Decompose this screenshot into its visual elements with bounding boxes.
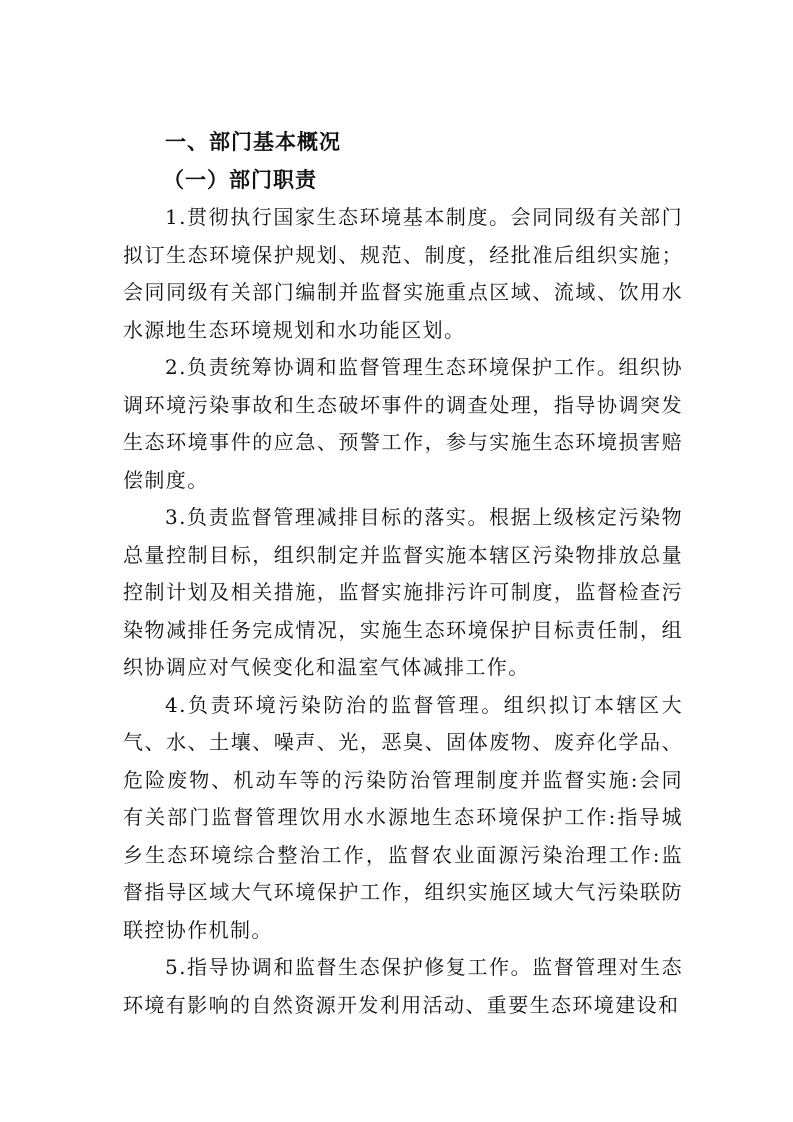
paragraph-2: 2.负责统筹协调和监督管理生态环境保护工作。组织协调环境污染事故和生态破坏事件的调查处理，指导协调突发生态环境事件的应急、预警工作，参与实施生态环境损害赔偿制度。 <box>123 355 683 492</box>
section-heading: 一、部门基本概况 <box>165 130 341 154</box>
paragraph-4: 4.负责环境污染防治的监督管理。组织拟订本辖区大气、水、土壤、噪声、光，恶臭、固体废物、废弃化学品、危险废物、机动车等的污染防治管理制度并监督实施:会同有关部门监督管理饮用水水源地生态环境保护工作:指导城乡生态环境综合整治工作，监督农业面源污染治理工作:监督指导区域大气环境保护工作，组织实施区域大气污染联防联控协作机制。 <box>123 692 683 942</box>
paragraph-3: 3.负责监督管理减排目标的落实。根据上级核定污染物总量控制目标，组织制定并监督实施本辖区污染物排放总量控制计划及相关措施，监督实施排污许可制度，监督检查污染物减排任务完成情况，实施生态环境保护目标责任制，组织协调应对气候变化和温室气体减排工作。 <box>123 505 683 679</box>
document-body <box>123 123 683 1024</box>
sub-heading: （一）部门职责 <box>163 168 317 192</box>
paragraph-5: 5.指导协调和监督生态保护修复工作。监督管理对生态环境有影响的自然资源开发利用活动、重要生态环境建设和 <box>123 955 683 1017</box>
paragraph-1: 1.贯彻执行国家生态环境基本制度。会同同级有关部门拟订生态环境保护规划、规范、制度，经批准后组织实施；会同同级有关部门编制并监督实施重点区域、流域、饮用水水源地生态环境规划和水功能区划。 <box>123 205 683 342</box>
